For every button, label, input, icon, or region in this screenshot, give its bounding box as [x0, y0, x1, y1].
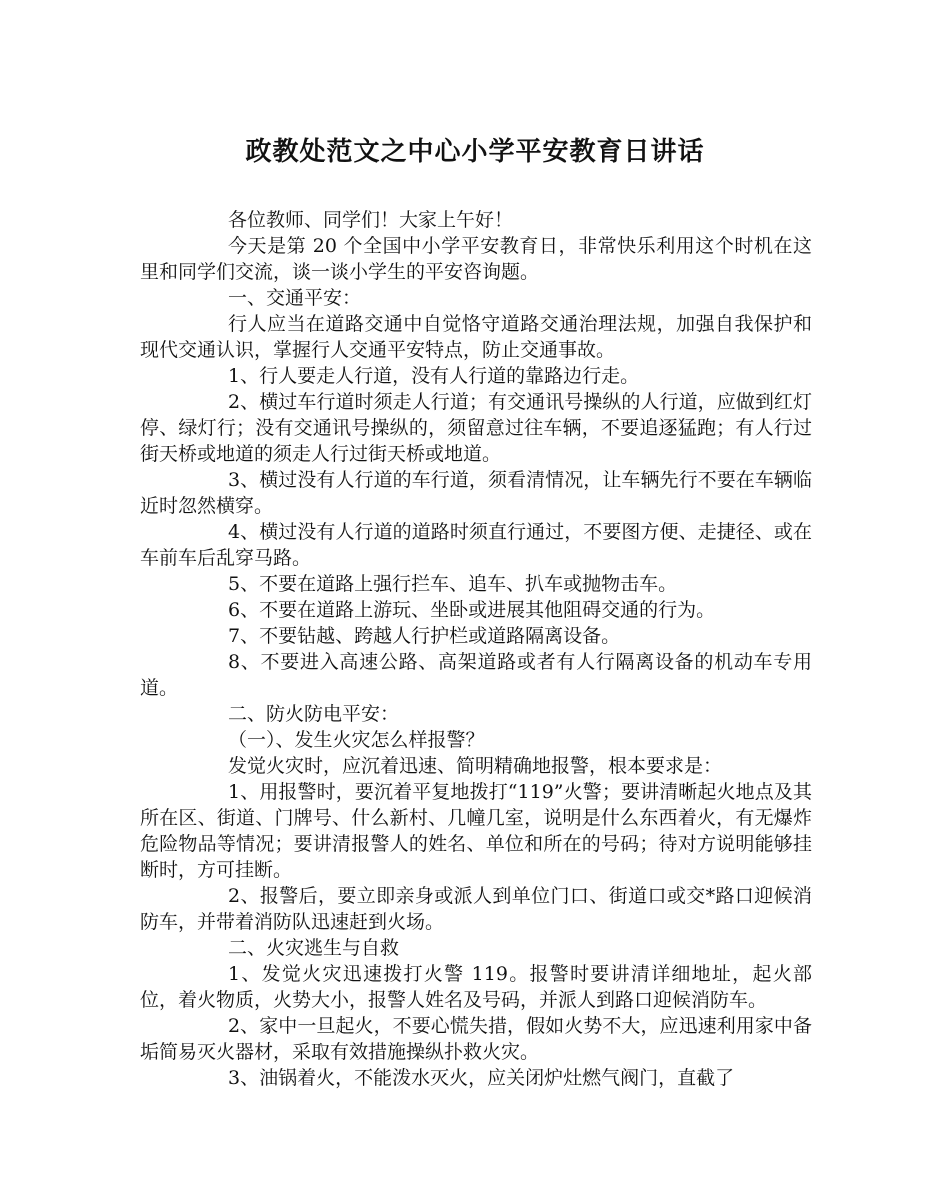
list-item: 2、横过车行道时须走人行道；有交通讯号操纵的人行道，应做到红灯停、绿灯行；没有交通讯号操纵的，须留意过往车辆，不要追逐猛跑；有人行过街天桥或地道的须走人行过街天桥或地道。 — [140, 391, 812, 465]
paragraph-report-intro: 发觉火灾时，应沉着迅速、简明精确地报警，根本要求是： — [228, 755, 723, 777]
list-item: 6、不要在道路上游玩、坐卧或进展其他阻碍交通的行为。 — [228, 599, 716, 621]
subsection-heading-report: （一）、发生火灾怎么样报警？ — [228, 729, 485, 751]
list-item: 7、不要钻越、跨越人行护栏或道路隔离设备。 — [228, 625, 621, 647]
list-item: 4、横过没有人行道的道路时须直行通过，不要图方便、走捷径、或在车前车后乱穿马路。 — [140, 521, 812, 569]
list-item: 8、不要进入高速公路、高架道路或者有人行隔离设备的机动车专用道。 — [140, 651, 812, 699]
paragraph-greeting: 各位教师、同学们！大家上午好！ — [228, 209, 514, 231]
section-heading-fire: 二、防火防电平安： — [228, 703, 400, 725]
list-item: 3、横过没有人行道的车行道，须看清情况，让车辆先行不要在车辆临近时忽然横穿。 — [140, 469, 812, 517]
list-item: 1、发觉火灾迅速拨打火警 119。报警时要讲清详细地址，起火部位，着火物质，火势大小，报警人姓名及号码，并派人到路口迎候消防车。 — [140, 963, 812, 1011]
document-title: 政教处范文之中心小学平安教育日讲话 — [245, 137, 705, 167]
list-item: 2、报警后，要立即亲身或派人到单位门口、街道口或交*路口迎候消防车，并带着消防队迅速赶到火场。 — [140, 885, 812, 933]
paragraph-intro: 今天是第 20 个全国中小学平安教育日，非常快乐利用这个时机在这里和同学们交流，谈一谈小学生的平安咨询题。 — [140, 235, 812, 283]
list-item: 3、油锅着火，不能泼水灭火，应关闭炉灶燃气阀门，直截了 — [228, 1067, 735, 1089]
document-body — [140, 207, 812, 1091]
list-item: 1、行人要走人行道，没有人行道的靠路边行走。 — [228, 365, 640, 387]
list-item: 2、家中一旦起火，不要心慌失措，假如火势不大，应迅速利用家中备垢简易灭火器材，采取有效措施操纵扑救火灾。 — [140, 1015, 812, 1063]
section-heading-escape: 二、火灾逃生与自救 — [228, 937, 400, 959]
list-item: 1、用报警时，要沉着平复地拨打“119”火警；要讲清晰起火地点及其所在区、街道、门牌号、什么新村、几幢几室，说明是什么东西着火，有无爆炸危险物品等情况；要讲清报警人的姓名、单位和所在的号码；待对方说明能够挂断时，方可挂断。 — [140, 781, 812, 881]
list-item: 5、不要在道路上强行拦车、追车、扒车或抛物击车。 — [228, 573, 678, 595]
paragraph-traffic-intro: 行人应当在道路交通中自觉恪守道路交通治理法规，加强自我保护和现代交通认识，掌握行人交通平安特点，防止交通事故。 — [140, 313, 812, 361]
section-heading-traffic: 一、交通平安： — [228, 287, 362, 309]
